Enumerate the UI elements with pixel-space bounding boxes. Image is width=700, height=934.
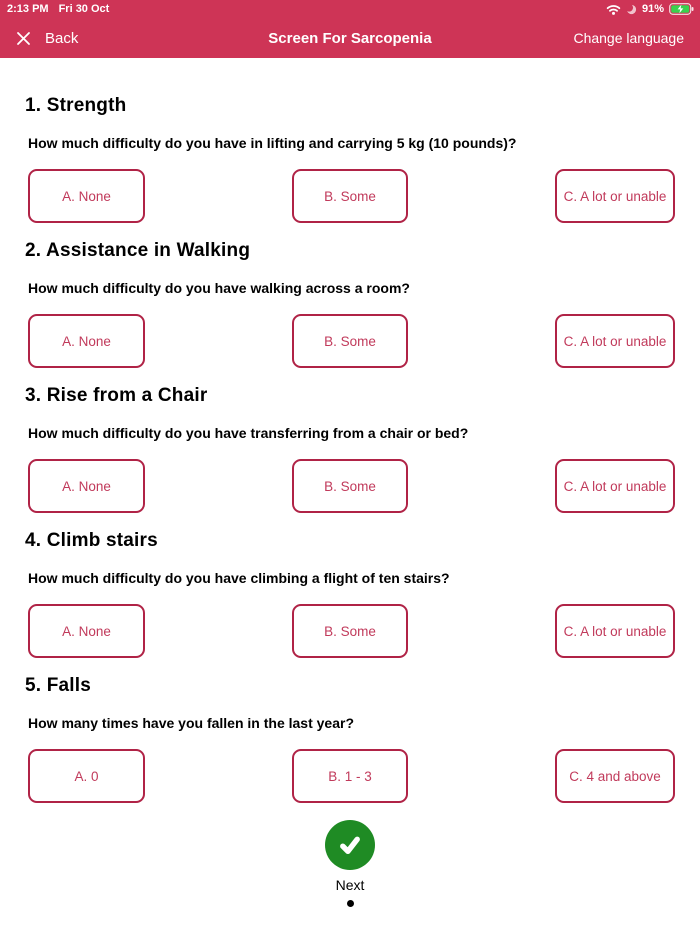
question-heading: 4. Climb stairs [25,530,158,551]
question-prompt: How much difficulty do you have climbing a flight of ten stairs? [28,570,450,586]
question-prompt: How many times have you fallen in the last year? [28,715,354,731]
footer [0,820,700,907]
option-a-button[interactable]: A. 0 [28,749,145,803]
close-icon[interactable] [16,31,31,46]
question-block [0,530,700,658]
options-row [0,169,700,223]
questions-list [0,58,700,803]
battery-percent: 91% [641,3,664,15]
next-button[interactable] [325,820,375,893]
moon-icon [626,4,637,15]
option-b-button[interactable]: B. Some [292,314,408,368]
status-left [7,3,109,15]
question-block [0,95,700,223]
option-a-button[interactable]: A. None [28,604,145,658]
page-title: Screen For Sarcopenia [268,29,432,47]
nav-bar [0,18,700,58]
option-c-button[interactable]: C. A lot or unable [555,604,675,658]
option-b-button[interactable]: B. Some [292,169,408,223]
option-c-button[interactable]: C. A lot or unable [555,314,675,368]
battery-charging-icon [669,3,694,15]
back-button[interactable]: Back [45,29,79,47]
question-prompt: How much difficulty do you have walking across a room? [28,280,410,296]
check-icon [325,820,375,870]
options-row [0,604,700,658]
option-a-button[interactable]: A. None [28,314,145,368]
wifi-icon [606,4,621,15]
question-block [0,675,700,803]
change-language-button[interactable]: Change language [573,30,684,46]
page-indicator-dot [347,900,354,907]
status-bar [0,0,700,18]
next-label: Next [335,877,365,893]
option-c-button[interactable]: C. A lot or unable [555,169,675,223]
option-c-button[interactable]: C. A lot or unable [555,459,675,513]
options-row [0,749,700,803]
question-heading: 2. Assistance in Walking [25,240,251,261]
status-time: 2:13 PM [7,3,49,15]
question-heading: 1. Strength [25,95,127,116]
option-b-button[interactable]: B. Some [292,604,408,658]
option-b-button[interactable]: B. Some [292,459,408,513]
question-prompt: How much difficulty do you have in lifting and carrying 5 kg (10 pounds)? [28,135,517,151]
question-block [0,240,700,368]
option-a-button[interactable]: A. None [28,169,145,223]
question-heading: 5. Falls [25,675,92,696]
options-row [0,459,700,513]
status-date: Fri 30 Oct [58,3,110,15]
option-a-button[interactable]: A. None [28,459,145,513]
question-heading: 3. Rise from a Chair [25,385,208,406]
status-right [606,3,694,15]
question-block [0,385,700,513]
options-row [0,314,700,368]
option-b-button[interactable]: B. 1 - 3 [292,749,408,803]
question-prompt: How much difficulty do you have transferring from a chair or bed? [28,425,469,441]
nav-left [16,30,78,47]
option-c-button[interactable]: C. 4 and above [555,749,675,803]
